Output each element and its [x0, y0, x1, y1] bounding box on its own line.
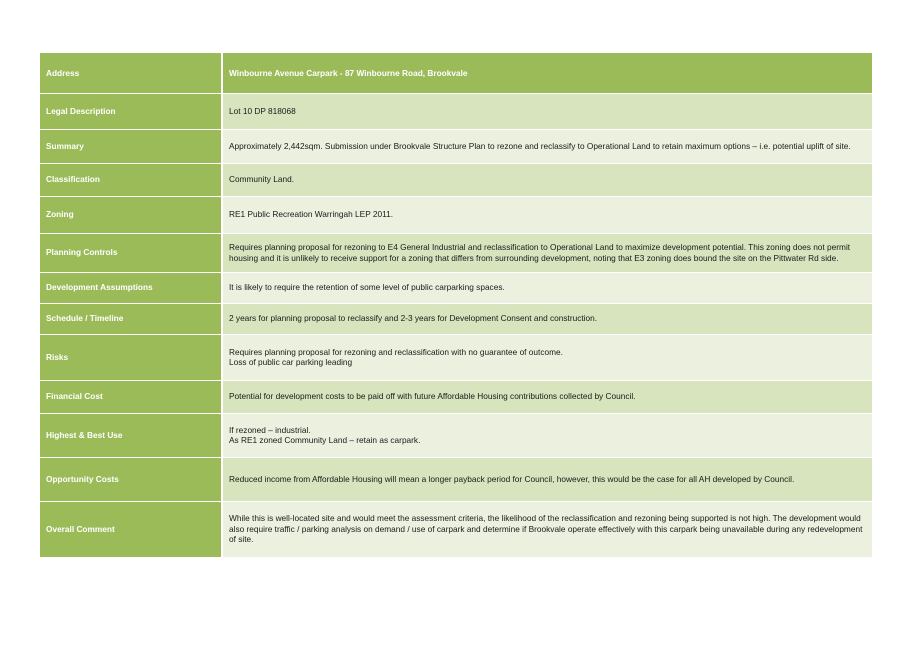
- row-label: Classification: [40, 163, 222, 196]
- table-row-development-assumptions: [40, 272, 872, 303]
- row-label: Development Assumptions: [40, 272, 222, 303]
- table-row-classification: [40, 163, 872, 196]
- table-row-opportunity-costs: [40, 457, 872, 501]
- row-value: RE1 Public Recreation Warringah LEP 2011.: [222, 196, 872, 233]
- row-value: 2 years for planning proposal to reclassify and 2-3 years for Development Consent and construction.: [222, 303, 872, 334]
- row-value: Community Land.: [222, 163, 872, 196]
- row-value: While this is well-located site and would meet the assessment criteria, the likelihood of the reclassification and rezoning being supported is not high. The development would also require traffic / parking analysis on demand / use of carpark and determine if Brookvale operate effectively with this carpark being unavailable during any redevelopment of site.: [222, 501, 872, 557]
- row-value: It is likely to require the retention of some level of public carparking spaces.: [222, 272, 872, 303]
- site-assessment-table: [40, 53, 872, 558]
- table-row-risks: [40, 334, 872, 380]
- table-row-highest-best-use: [40, 413, 872, 457]
- row-label: Zoning: [40, 196, 222, 233]
- row-label: Risks: [40, 334, 222, 380]
- row-value: If rezoned – industrial. As RE1 zoned Community Land – retain as carpark.: [222, 413, 872, 457]
- row-value: Requires planning proposal for rezoning and reclassification with no guarantee of outcome. Loss of public car parking leading: [222, 334, 872, 380]
- table-row-schedule-timeline: [40, 303, 872, 334]
- row-label: Highest & Best Use: [40, 413, 222, 457]
- row-value: Winbourne Avenue Carpark - 87 Winbourne Road, Brookvale: [222, 53, 872, 93]
- table-row-zoning: [40, 196, 872, 233]
- row-value: Lot 10 DP 818068: [222, 93, 872, 129]
- table-row-financial-cost: [40, 380, 872, 413]
- row-label: Summary: [40, 129, 222, 163]
- row-label: Address: [40, 53, 222, 93]
- row-label: Opportunity Costs: [40, 457, 222, 501]
- row-value: Requires planning proposal for rezoning to E4 General Industrial and reclassification to Operational Land to maximize development potential. This zoning does not permit housing and it is unlikely to receive support for a zoning that differs from surrounding development, noting that E3 zoning does bound the site on the Pittwater Rd side.: [222, 233, 872, 272]
- row-label: Legal Description: [40, 93, 222, 129]
- row-label: Schedule / Timeline: [40, 303, 222, 334]
- row-value: Reduced income from Affordable Housing will mean a longer payback period for Council, however, this would be the case for all AH developed by Council.: [222, 457, 872, 501]
- table-row-summary: [40, 129, 872, 163]
- table-row-legal-description: [40, 93, 872, 129]
- table-row-overall-comment: [40, 501, 872, 557]
- table-row-planning-controls: [40, 233, 872, 272]
- table-row-address: [40, 53, 872, 93]
- row-label: Financial Cost: [40, 380, 222, 413]
- row-value: Approximately 2,442sqm. Submission under Brookvale Structure Plan to rezone and reclassify to Operational Land to retain maximum options – i.e. potential uplift of site.: [222, 129, 872, 163]
- row-label: Overall Comment: [40, 501, 222, 557]
- row-value: Potential for development costs to be paid off with future Affordable Housing contributions collected by Council.: [222, 380, 872, 413]
- row-label: Planning Controls: [40, 233, 222, 272]
